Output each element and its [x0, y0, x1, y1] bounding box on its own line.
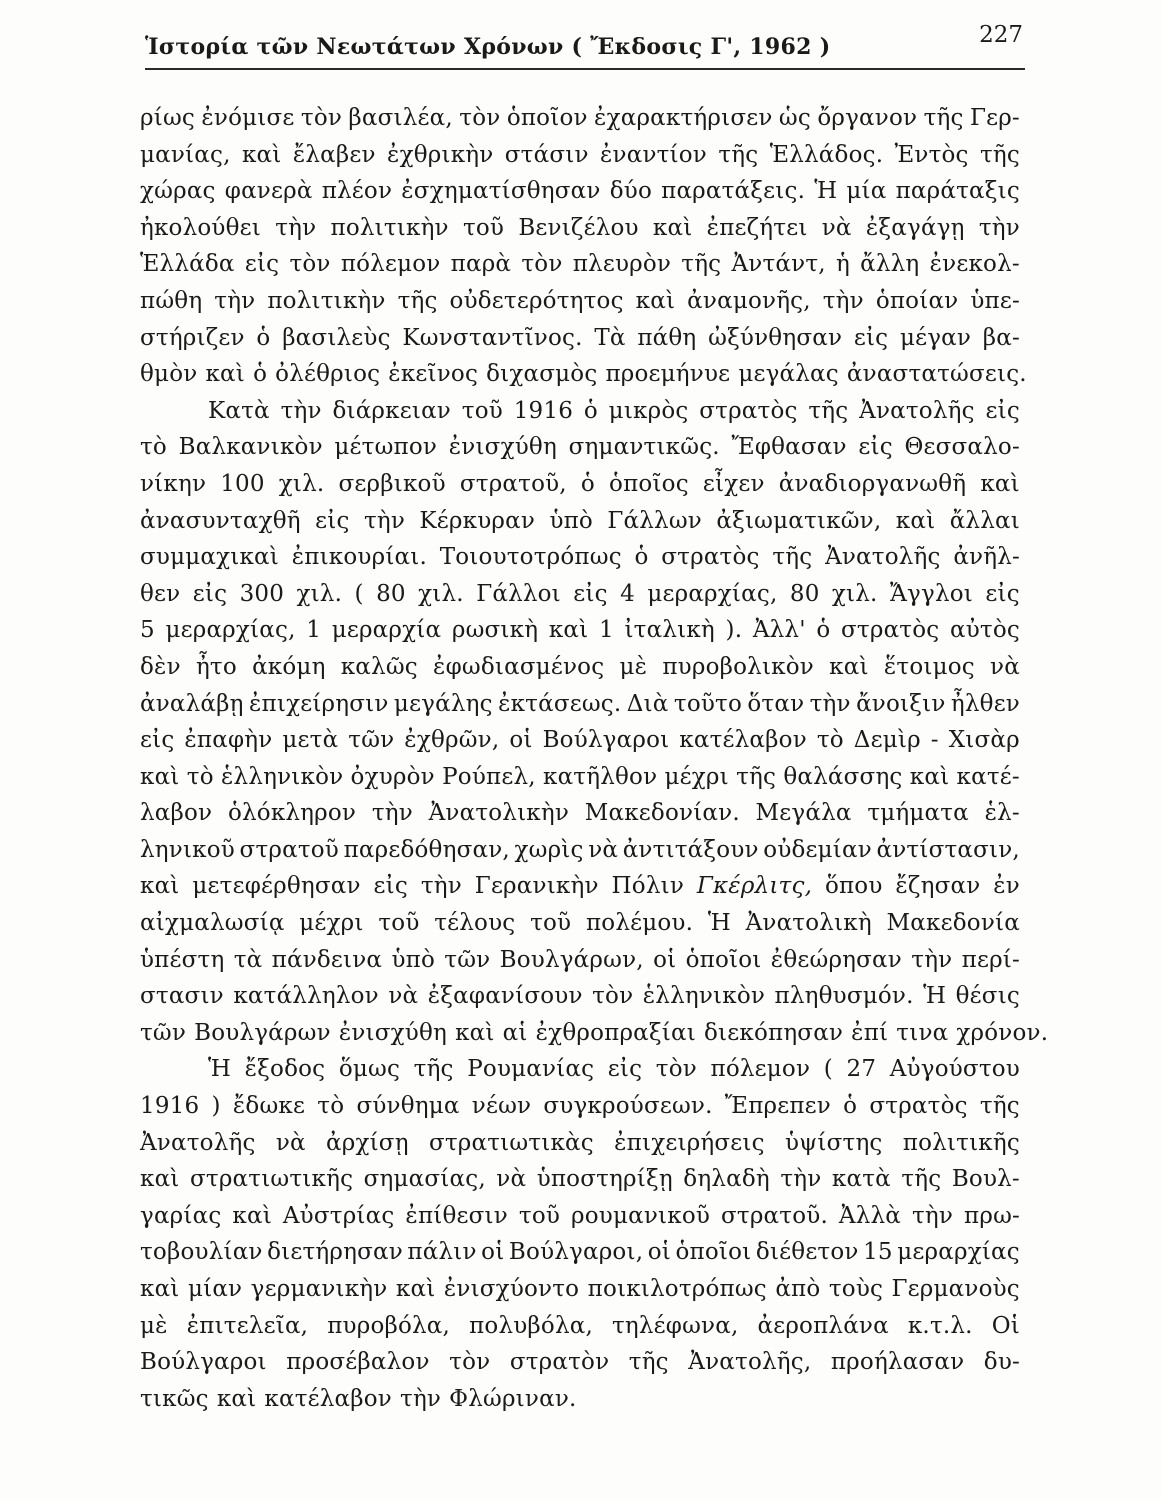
text-line: λαβον ὁλόκληρον τὴν Ἀνατολικὴν Μακεδονίαν. Μεγάλα τμήματα ἑλ-	[140, 800, 1020, 827]
text-line: στήριζεν ὁ βασιλεὺς Κωνσταντῖνος. Τὰ πάθη ὠξύνθησαν εἰς μέγαν βα-	[140, 324, 1020, 351]
text-line: ληνικοῦ στρατοῦ παρεδόθησαν, χωρὶς νὰ ἀντιτάξουν οὐδεμίαν ἀντίστασιν,	[140, 836, 1020, 863]
text-line: δὲν ἦτο ἀκόμη καλῶς ἐφωδιασμένος μὲ πυροβολικὸν καὶ ἕτοιμος νὰ	[140, 653, 1020, 680]
text-line: πώθη τὴν πολιτικὴν τῆς οὐδετερότητος καὶ ἀναμονῆς, τὴν ὁποίαν ὑπε-	[140, 287, 1020, 314]
text-line: καὶ μετεφέρθησαν εἰς τὴν Γερανικὴν Πόλιν Γκέρλιτς, ὅπου ἔζησαν ἐν	[140, 873, 1020, 900]
text-line: Ἡ ἔξοδος ὅμως τῆς Ρουμανίας εἰς τὸν πόλεμον ( 27 Αὐγούστου	[208, 1056, 1020, 1083]
text-line: ὑπέστη τὰ πάνδεινα ὑπὸ τῶν Βουλγάρων, οἱ ὁποῖοι ἐθεώρησαν τὴν περί-	[140, 946, 1020, 973]
text-line: συμμαχικαὶ ἐπικουρίαι. Τοιουτοτρόπως ὁ στρατὸς τῆς Ἀνατολῆς ἀνῆλ-	[140, 544, 1020, 571]
text-line: καὶ στρατιωτικῆς σημασίας, νὰ ὑποστηρίξῃ δηλαδὴ τὴν κατὰ τῆς Βουλ-	[140, 1166, 1020, 1193]
text-line: τὸ Βαλκανικὸν μέτωπον ἐνισχύθη σημαντικῶς. Ἔφθασαν εἰς Θεσσαλο-	[140, 434, 1020, 461]
running-head	[145, 22, 1023, 70]
page-number: 227	[979, 22, 1023, 48]
text-line: ἀνασυνταχθῆ εἰς τὴν Κέρκυραν ὑπὸ Γάλλων ἀξιωματικῶν, καὶ ἄλλαι	[140, 507, 1020, 534]
text-line: Ἀνατολῆς νὰ ἀρχίσῃ στρατιωτικὰς ἐπιχειρήσεις ὑψίστης πολιτικῆς	[140, 1129, 1020, 1156]
text-line: Ἑλλάδα εἰς τὸν πόλεμον παρὰ τὸν πλευρὸν τῆς Ἀντάντ, ἡ ἄλλη ἐνεκολ-	[140, 251, 1020, 278]
text-line: μανίας, καὶ ἔλαβεν ἐχθρικὴν στάσιν ἐναντίον τῆς Ἑλλάδος. Ἐντὸς τῆς	[140, 141, 1020, 168]
text-line: μὲ ἐπιτελεῖα, πυροβόλα, πολυβόλα, τηλέφωνα, ἀεροπλάνα κ.τ.λ. Οἱ	[140, 1312, 1020, 1339]
text-line: χώρας φανερὰ πλέον ἐσχηματίσθησαν δύο παρατάξεις. Ἡ μία παράταξις	[140, 178, 1020, 205]
text-line: Κατὰ τὴν διάρκειαν τοῦ 1916 ὁ μικρὸς στρατὸς τῆς Ἀνατολῆς εἰς	[208, 397, 1020, 424]
text-line: νίκην 100 χιλ. σερβικοῦ στρατοῦ, ὁ ὁποῖος εἶχεν ἀναδιοργανωθῆ καὶ	[140, 470, 1020, 497]
text-line: 1916 ) ἔδωκε τὸ σύνθημα νέων συγκρούσεων. Ἔπρεπεν ὁ στρατὸς τῆς	[140, 1093, 1020, 1120]
text-line: καὶ μίαν γερμανικὴν καὶ ἐνισχύοντο ποικιλοτρόπως ἀπὸ τοὺς Γερμανοὺς	[140, 1276, 1020, 1302]
text-line: ρίως ἐνόμισε τὸν βασιλέα, τὸν ὁποῖον ἐχαρακτήρισεν ὡς ὄργανον τῆς Γερ-	[140, 105, 1020, 131]
text-line: ἠκολούθει τὴν πολιτικὴν τοῦ Βενιζέλου καὶ ἐπεζήτει νὰ ἐξαγάγῃ τὴν	[140, 214, 1020, 241]
running-title: Ἱστορία τῶν Νεωτάτων Χρόνων ( Ἔκδοσις Γ', 1962 )	[145, 34, 831, 60]
text-line: στασιν κατάλληλον νὰ ἐξαφανίσουν τὸν ἑλληνικὸν πληθυσμόν. Ἡ θέσις	[140, 983, 1020, 1010]
header-rule	[145, 68, 1025, 70]
body-text	[140, 100, 1049, 1417]
text-line: τῶν Βουλγάρων ἐνισχύθη καὶ αἱ ἐχθροπραξίαι διεκόπησαν ἐπί τινα χρόνον.	[140, 1019, 1049, 1046]
text-line: καὶ τὸ ἑλληνικὸν ὀχυρὸν Ρούπελ, κατῆλθον μέχρι τῆς θαλάσσης καὶ κατέ-	[140, 763, 1020, 790]
text-line: εἰς ἐπαφὴν μετὰ τῶν ἐχθρῶν, οἱ Βούλγαροι κατέλαβον τὸ Δεμὶρ - Χισὰρ	[140, 727, 1020, 754]
text-line: αἰχμαλωσίᾳ μέχρι τοῦ τέλους τοῦ πολέμου. Ἡ Ἀνατολικὴ Μακεδονία	[140, 910, 1020, 937]
text-line: ἀναλάβῃ ἐπιχείρησιν μεγάλης ἐκτάσεως. Διὰ τοῦτο ὅταν τὴν ἄνοιξιν ἦλθεν	[140, 690, 1020, 717]
text-line: 5 μεραρχίας, 1 μεραρχία ρωσικὴ καὶ 1 ἰταλικὴ ). Ἀλλ' ὁ στρατὸς αὐτὸς	[140, 617, 1020, 644]
text-line: θμὸν καὶ ὁ ὀλέθριος ἐκεῖνος διχασμὸς προεμήνυε μεγάλας ἀναστατώσεις.	[140, 361, 1027, 388]
text-line: τικῶς καὶ κατέλαβον τὴν Φλώριναν.	[140, 1385, 577, 1412]
text-line: τοβουλίαν διετήρησαν πάλιν οἱ Βούλγαροι, οἱ ὁποῖοι διέθετον 15 μεραρχίας	[140, 1239, 1020, 1266]
text-line: θεν εἰς 300 χιλ. ( 80 χιλ. Γάλλοι εἰς 4 μεραρχίας, 80 χιλ. Ἄγγλοι εἰς	[140, 580, 1020, 607]
text-line: Βούλγαροι προσέβαλον τὸν στρατὸν τῆς Ἀνατολῆς, προήλασαν δυ-	[140, 1349, 1020, 1376]
text-line: γαρίας καὶ Αὐστρίας ἐπίθεσιν τοῦ ρουμανικοῦ στρατοῦ. Ἀλλὰ τὴν πρω-	[140, 1202, 1020, 1229]
